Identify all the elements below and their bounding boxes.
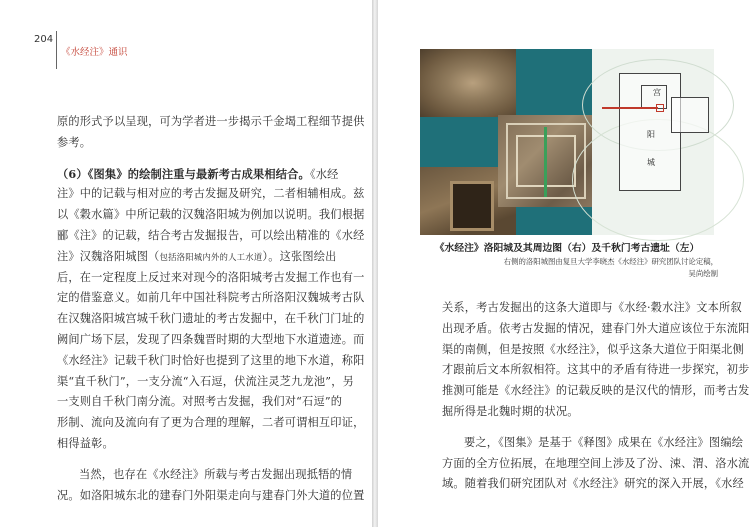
body-fragment: 《水经 [309,167,339,181]
page-number: 204 [34,34,54,45]
body-line: 关系，考古发掘出的这条大道即与《水经·穀水注》文本所叙 [442,301,742,314]
body-fragment: 当然，也存在《水经注》所载与考古发掘出现抵牾的情 [79,467,353,481]
body-line: 原的形式予以呈现，可为学者进一步揭示千金堨工程细节提供 [57,115,365,128]
caption-note-line: 吴尚绘制 [688,269,718,278]
luoyang-city-map [592,49,714,235]
running-head: 《水经注》通识 [61,47,128,58]
figure-caption-title: 《水经注》洛阳城及其周边图（右）及千秋门考古遗址（左） [434,243,700,254]
left-page [0,0,372,527]
body-line: 形制、流向及流向有了更为合理的理解，二者可谓相互印证， [57,416,365,430]
body-line: 出现矛盾。依考古发掘的情况，建春门外大道应该位于东流阳 [442,321,750,335]
body-line: 方面的全方位拓展，在地理空间上涉及了汾、涑、渭、洛水流 [442,456,750,470]
body-line [442,433,744,454]
section-heading-line [57,164,339,185]
body-fragment: ）。这张图绘出 [262,249,337,263]
map-label-yang: 阳 [647,130,655,139]
body-line: 阙间广场下层，发现了四条魏晋时期的大型地下水道遗迹。而 [57,332,365,346]
figure-caption-note [420,256,718,280]
figure-composite [420,49,714,235]
body-line: 参考。 [57,135,92,149]
body-line: 渠的南侧，但是按照《水经注》，似乎这条大道位于阳渠北侧 [442,342,744,356]
right-body-text [442,298,750,495]
map-label-city: 城 [647,158,655,167]
body-line: 《水经注》记载千秋门时恰好也提到了这里的地下水道，称阳 [57,353,365,367]
body-line: 郦《注》的记载，结合考古发掘报告，可以绘出精准的《水经 [57,228,365,242]
body-line: 一支则自千秋门南分流。对照考古发掘，我们对“石逗”的 [57,395,343,409]
section-heading: （6）《图集》的绘制注重与最新考古成果相结合。 [57,166,310,181]
city-annex-wall [671,97,709,133]
body-line: 注》中的记载与相对应的考古发掘及研究，二者相辅相成。兹 [57,187,365,201]
waterway-line [544,127,547,197]
body-line: 才跟前后文本所叙相符。这其中的矛盾有待进一步探究，初步 [442,363,750,377]
body-line: 掘所得是北魏时期的状况。 [442,404,579,418]
body-line: 以《穀水篇》中所记载的汉魏洛阳城为例加以说明。我们根据 [57,208,365,222]
body-fragment: 要之，《图集》是基于《释图》成果在《水经注》图编绘 [464,435,744,449]
caption-note-line: 右侧的洛阳城图由复旦大学李晓杰《水经注》研究团队讨论定稿， [503,257,718,266]
header-rule [56,31,57,69]
inline-note: 包括洛阳城内外的人工水道 [159,251,263,262]
body-line: 况。如洛阳城东北的建春门外阳渠走向与建春门外大道的位置 [57,488,365,502]
locator-box [656,104,664,112]
body-line: 域。随着我们研究团队对《水经注》研究的深入开展，《水经 [442,477,744,491]
body-line-with-note [57,247,337,268]
excavation-pit [450,181,494,231]
body-line: 相得益彰。 [57,436,114,450]
body-line: 后，在一定程度上反过来对现今的洛阳城考古发掘工作也有一 [57,270,365,284]
excavation-photo-top [420,49,516,117]
body-line: 在汉魏洛阳城宫城千秋门遗址的考古发掘中，在千秋门门址的 [57,312,365,326]
body-line: 渠“直千秋门”，一支分流“入石逗，伏流注灵芝九龙池”，另 [57,374,354,388]
right-page [378,0,750,527]
locator-line [602,107,658,109]
body-fragment: 注》汉魏洛阳城图（ [57,249,160,263]
body-line: 定的借鉴意义。如前几年中国社科院考古所洛阳汉魏城考古队 [57,291,365,305]
left-body-text [57,112,365,506]
body-line: 推测可能是《水经注》的记载反映的是汉代的情形，而考古发 [442,384,750,398]
body-line [57,465,353,486]
map-label-palace: 宫 [653,88,661,97]
